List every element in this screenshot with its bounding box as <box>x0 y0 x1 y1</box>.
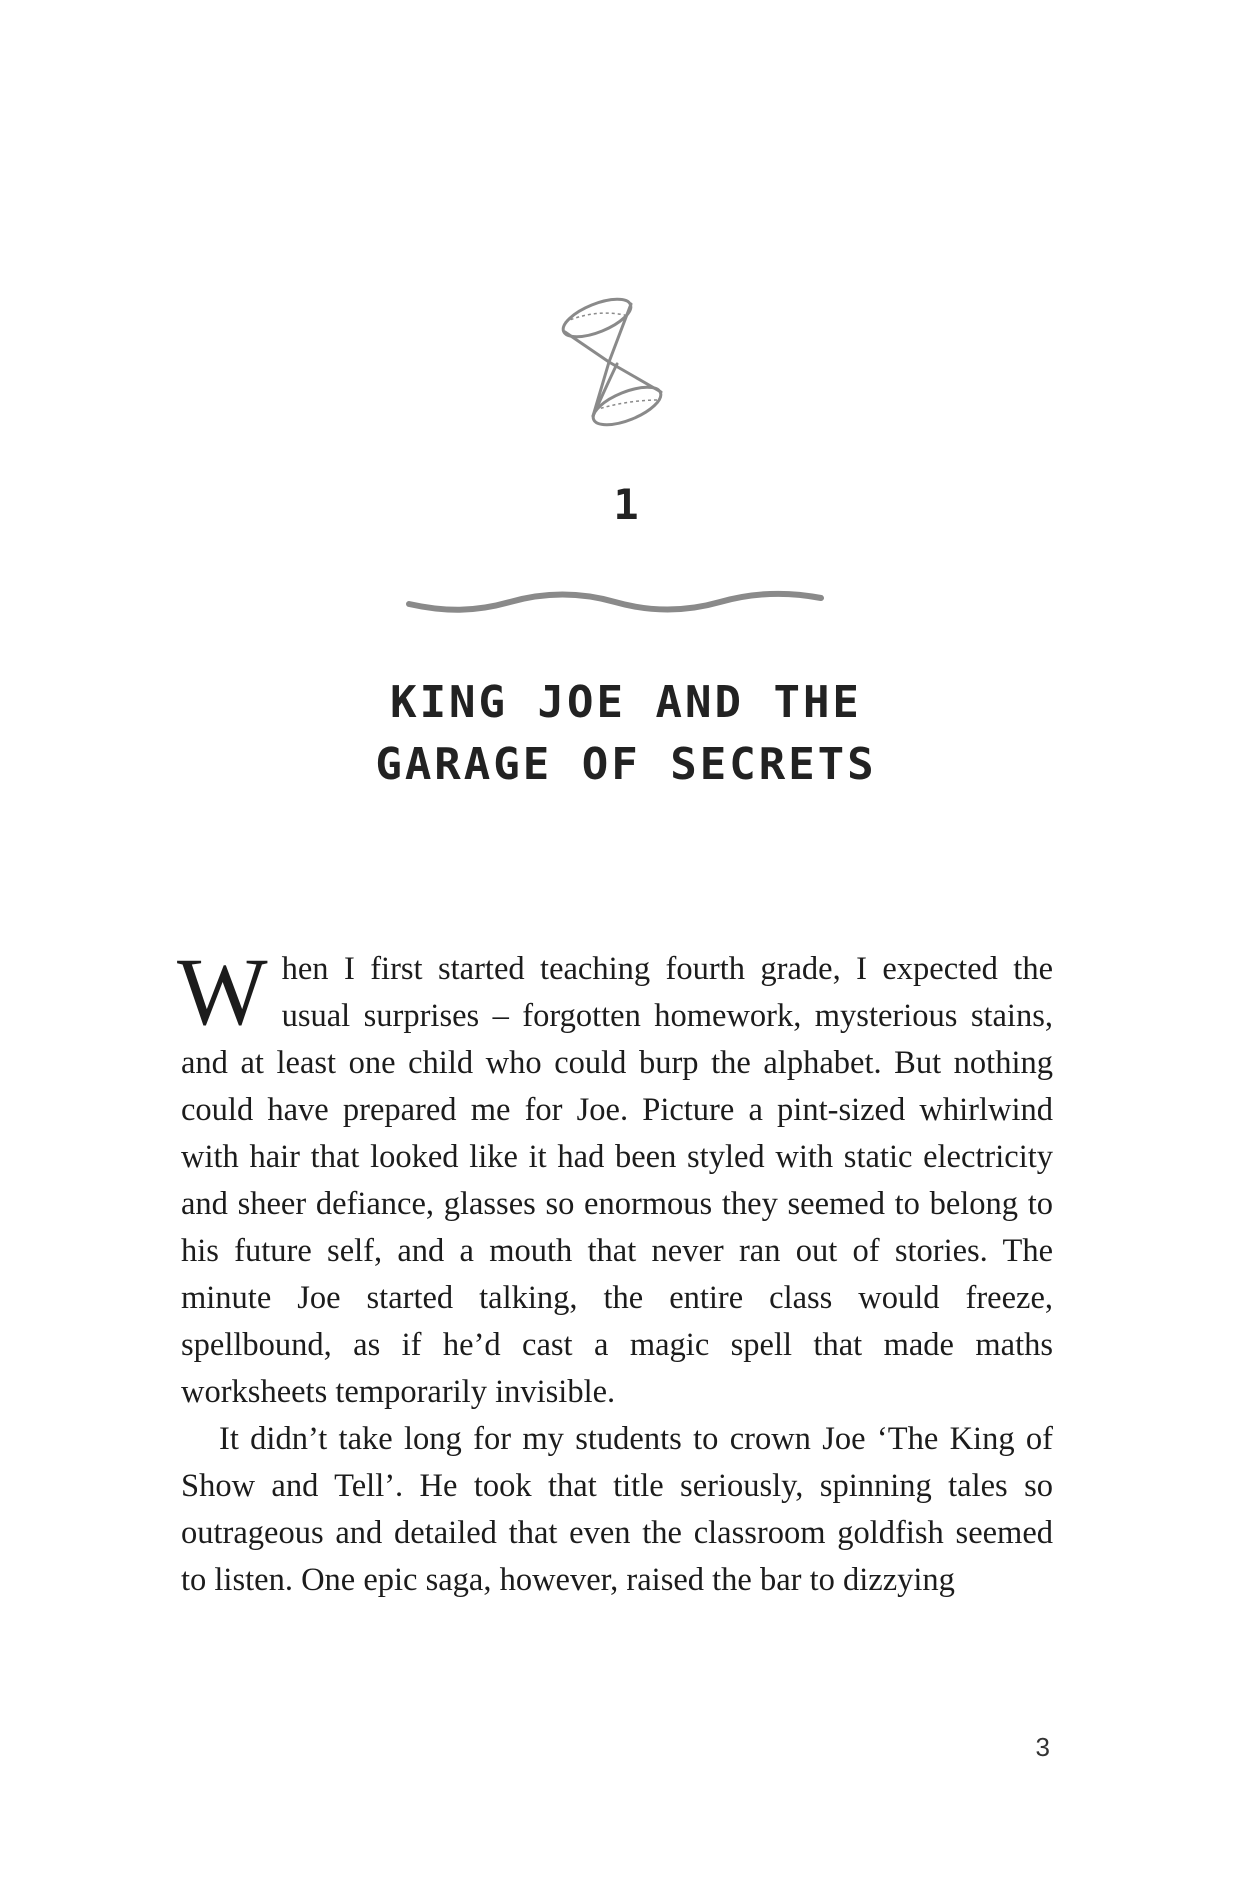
paragraph <box>177 938 1053 1416</box>
paragraph-1-text: hen I first started teaching fourth grade, I expected the usual surprises – forgotten homework, mysterious stains, and at least one child who could burp the alphabet. But nothing could have prepared me for Joe. Picture a pint-sized whirlwind with hair that looked like it had been styled with static electricity and sheer defiance, glasses so enormous they seemed to belong to his future self, and a mouth that never ran out of stories. The minute Joe started talking, the entire class would freeze, spellbound, as if he’d cast a magic spell that made maths worksheets temporarily invisible. <box>181 951 1053 1410</box>
chapter-title <box>0 672 1252 796</box>
body-text <box>177 938 1053 1604</box>
chapter-number: 1 <box>613 480 639 529</box>
paragraph-2-text: It didn’t take long for my students to crown Joe ‘The King of Show and Tell’. He took that title seriously, spinning tales so outrageous and detailed that even the classroom goldfish seemed to listen. One epic saga, however, raised the bar to dizzying <box>181 1421 1053 1598</box>
page-number: 3 <box>1035 1732 1050 1762</box>
drop-cap: W <box>177 938 268 1045</box>
hourglass-sketch-icon <box>545 288 685 438</box>
paragraph <box>181 1416 1053 1604</box>
chapter-title-line-1: KING JOE AND THE <box>390 677 862 728</box>
chapter-title-line-2: GARAGE OF SECRETS <box>375 739 877 790</box>
wavy-line-icon <box>405 582 825 618</box>
